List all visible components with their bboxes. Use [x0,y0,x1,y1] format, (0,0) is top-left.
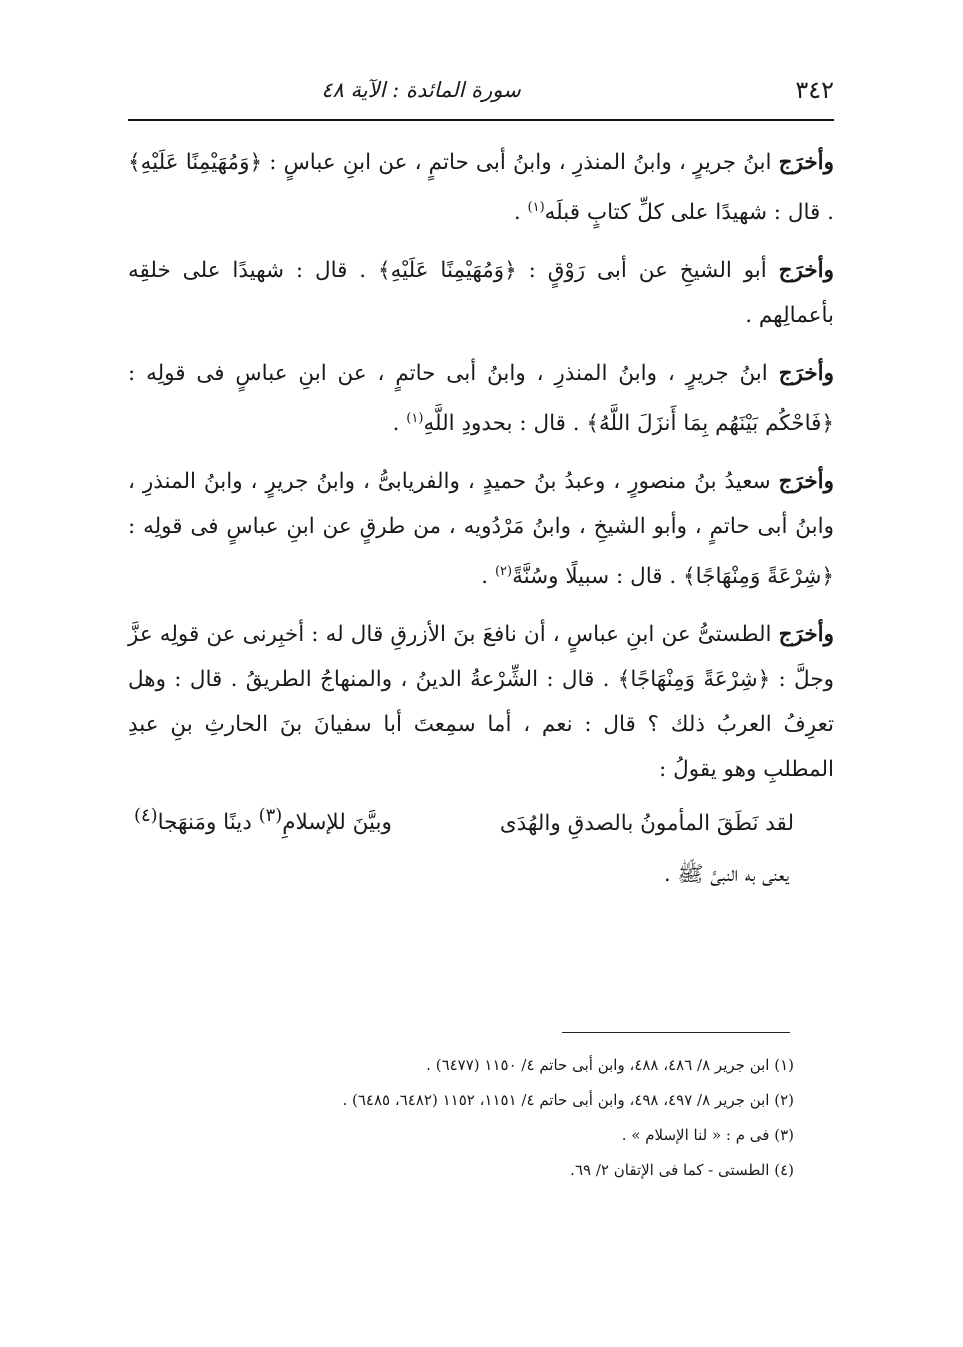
footnote: (٣) فى م : « لنا الإسلام » . [621,1126,794,1144]
paragraph [128,459,834,599]
paragraph-text: ابنُ جريرٍ ، وابنُ المنذرِ ، وابنُ أبى حاتمٍ ، عن ابنِ عباسٍ فى قولِه : ﴿فَاحْكُم بَيْنَهُم بِمَا أَنزَلَ اللَّهُ﴾ . قال : بحدودِ اللَّهِ [128,361,834,437]
paragraph-end: . [513,200,528,226]
footnote: (٤) الطستى - كما فى الإتقان ٢/ ٦٩. [570,1161,794,1179]
paragraph [128,612,834,792]
paragraph-end: . [392,411,407,437]
footnote-ref: (١) [406,411,424,427]
paragraph [128,140,834,235]
paragraph-lead: وأخرَج [778,622,834,648]
paragraph-text: الطستىُّ عن ابنِ عباسٍ ، أن نافعَ بنَ الأزرقِ قال له : أخبِرنى عن قولِه عزَّ وجلَّ : ﴿شِرْعَةً وَمِنْهَاجًا﴾ . قال : الشِّرْعةُ الدينُ ، والمنهاجُ الطريقُ . قال : وهل تعرِفُ العربُ ذلك ؟ قال : نعم ، أما سمِعتَ أبا سفيانَ بنَ الحارثِ بنِ عبدِ المطلبِ وهو يقولُ : [128,622,834,783]
paragraph [128,248,834,338]
paragraph-lead: وأخرَج [778,361,834,387]
running-title: سورة المائدة : الآية ٤٨ [321,78,521,102]
footnote-ref: (٣) [258,805,283,827]
footnote-ref: (٢) [494,564,513,580]
page-number: ٣٤٢ [795,76,834,104]
footnote-ref: (١) [527,200,545,215]
paragraph-text: سعيدُ بنُ منصورٍ ، وعبدُ بنُ حميدٍ ، والفريابىُّ ، وابنُ جريرٍ ، وابنُ المنذرِ ، وابنُ أبى حاتمٍ ، وأبو الشيخِ ، وابنُ مَرْدُويه ، من طرقٍ عن ابنِ عباسٍ فى قولِه : ﴿شِرْعَةً وَمِنْهَاجًا﴾ . قال : سبيلًا وسُنَّةً [128,469,834,590]
paragraph-end: . [481,564,495,590]
paragraph-lead: وأخرَج [778,469,834,495]
page-header [128,70,834,110]
verse-first-hemistich: لقد نَطَقَ المأمونُ بالصدقِ والهُدَى [499,810,794,836]
verse-second-hemistich [134,805,392,835]
main-text [128,140,834,911]
footnote: (٢) ابن جرير ٨/ ٤٩٧، ٤٩٨، وابن أبى حاتم ٤/ ١١٥١، ١١٥٢ (٦٤٨٢، ٦٤٨٥) . [342,1091,794,1109]
closing-line: يعنى به النبىَّ ﷺ . [663,862,789,888]
footnote: (١) ابن جرير ٨/ ٤٨٦، ٤٨٨، وابن أبى حاتم ٤/ ١١٥٠ (٦٤٧٧) . [426,1056,794,1074]
verse-text: دينًا ومَنهَجا [157,810,259,836]
footnote-ref: (٤) [134,805,158,827]
poetry-verse [134,805,794,861]
verse-text: وبيَّنَ للإسلامِ [282,810,392,836]
footnote-rule [562,1032,790,1033]
header-rule [128,119,834,121]
paragraph-lead: وأخرَج [778,258,834,284]
paragraph-text: ابنُ جريرٍ ، وابنُ المنذرِ ، وابنُ أبى حاتمٍ ، عن ابنِ عباسٍ : ﴿وَمُهَيْمِنًا عَلَيْهِ﴾ . قال : شهيدًا على كلِّ كتابٍ قبلَه [128,150,834,226]
paragraph [128,351,834,446]
footnotes [128,1048,794,1188]
paragraph-lead: وأخرَج [778,150,834,175]
paragraph-text: أبو الشيخِ عن أبى رَوْقٍ : ﴿وَمُهَيْمِنًا عَلَيْهِ﴾ . قال : شهيدًا على خلقِه بأعمالِهم . [128,258,834,329]
